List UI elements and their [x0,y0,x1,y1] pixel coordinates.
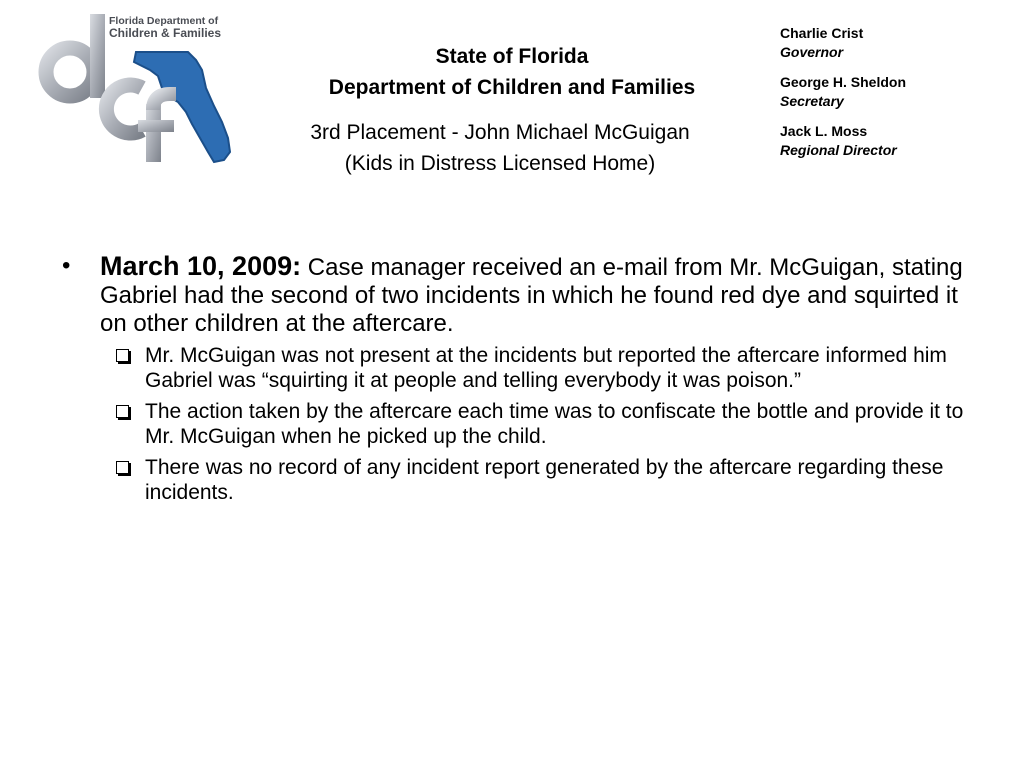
header-title-line1: State of Florida [435,45,589,68]
bullet-text: Case manager received an e-mail from Mr. McGuigan, stating Gabriel had the second of two incidents in which he found red dye and squirted it on other children at the aftercare. [100,254,963,337]
sub-bullet-item [145,399,975,449]
official-secretary [780,73,1010,111]
official-name: George H. Sheldon [780,74,907,90]
main-bullet [62,251,980,338]
sub-bullet-item [145,455,975,505]
sub-bullet-list [145,343,975,511]
logo-text-line2: Children & Families [109,26,222,40]
bullet-dot-icon: • [62,252,71,279]
checkbox-bullet-icon [116,461,129,474]
official-role: Secretary [780,93,844,109]
checkbox-bullet-icon [116,405,129,418]
sub-bullet-item [145,343,975,393]
official-governor [780,24,1010,62]
logo-text [109,16,221,40]
official-name: Jack L. Moss [780,123,868,139]
official-role: Regional Director [780,142,897,158]
logo-text-line1: Florida Department of [109,15,219,27]
checkbox-bullet-icon [116,349,129,362]
official-name: Charlie Crist [780,25,864,41]
sub-bullet-text: The action taken by the aftercare each time was to confiscate the bottle and provide it to Mr. McGuigan when he picked up the child. [145,400,964,448]
official-regional-director [780,122,1010,160]
sub-bullet-text: Mr. McGuigan was not present at the incidents but reported the aftercare informed him Gabriel was “squirting it at people and telling everybody it was poison.” [145,344,947,392]
official-role: Governor [780,44,844,60]
officials-list [780,24,1010,171]
bullet-date: March 10, 2009: [100,251,302,281]
header-title-line2: Department of Children and Families [328,76,696,99]
header-subtitle-line1: 3rd Placement - John Michael McGuigan [310,121,690,144]
dcf-logo [38,10,238,170]
sub-bullet-text: There was no record of any incident report generated by the aftercare regarding these incidents. [145,456,944,504]
header-subtitle-line2: (Kids in Distress Licensed Home) [344,152,656,175]
